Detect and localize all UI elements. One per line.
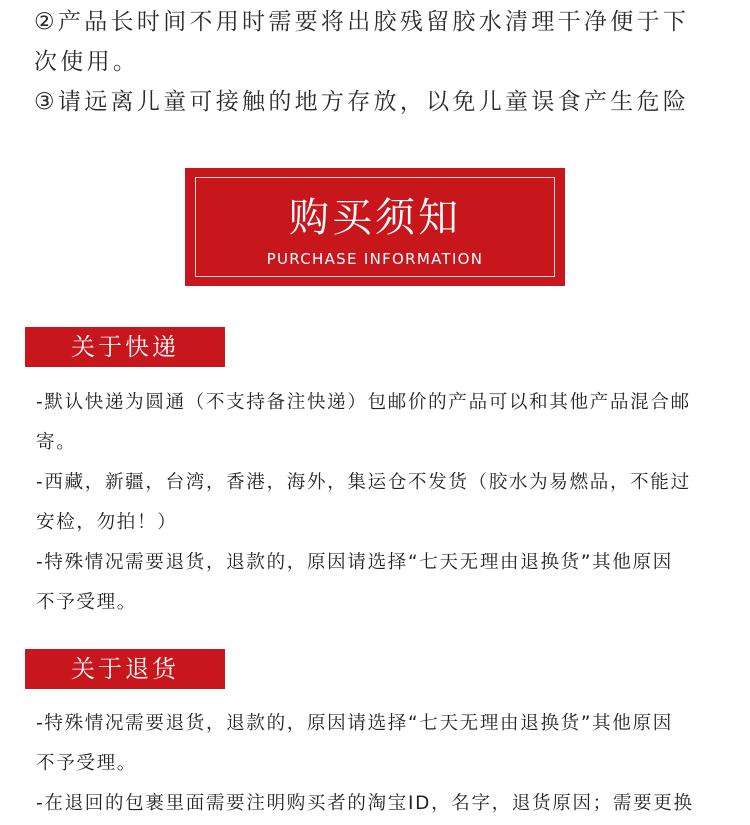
note-line-1: ②产品长时间不用时需要将出胶残留胶水清理干净便于下 (34, 9, 690, 35)
shipping-line-5: -特殊情况需要退货，退款的，原因请选择“七天无理由退换货”其他原因 (36, 552, 673, 573)
purchase-info-banner (185, 168, 565, 286)
shipping-heading: 关于快递 (25, 327, 225, 367)
note-line-2: 次使用。 (34, 49, 140, 75)
returns-heading: 关于退货 (25, 649, 225, 689)
shipping-line-6: 不予受理。 (36, 592, 138, 613)
banner-title: 购买须知 (289, 195, 461, 241)
returns-line-3: -在退回的包裹里面需要注明购买者的淘宝ID，名字，退货原因；需要更换 (36, 793, 694, 814)
note-line-3: ③请远离儿童可接触的地方存放，以免儿童误食产生危险 (34, 89, 690, 115)
returns-line-1: -特殊情况需要退货，退款的，原因请选择“七天无理由退换货”其他原因 (36, 713, 673, 734)
shipping-line-1: -默认快递为圆通（不支持备注快递）包邮价的产品可以和其他产品混合邮 (36, 392, 691, 413)
returns-line-2: 不予受理。 (36, 753, 138, 774)
shipping-line-4: 安检，勿拍！） (36, 512, 178, 533)
shipping-line-2: 寄。 (36, 432, 77, 453)
shipping-line-3: -西藏，新疆，台湾，香港，海外，集运仓不发货（胶水为易燃品，不能过 (36, 472, 691, 493)
banner-frame (195, 177, 555, 277)
banner-subtitle: PURCHASE INFORMATION (266, 250, 484, 268)
